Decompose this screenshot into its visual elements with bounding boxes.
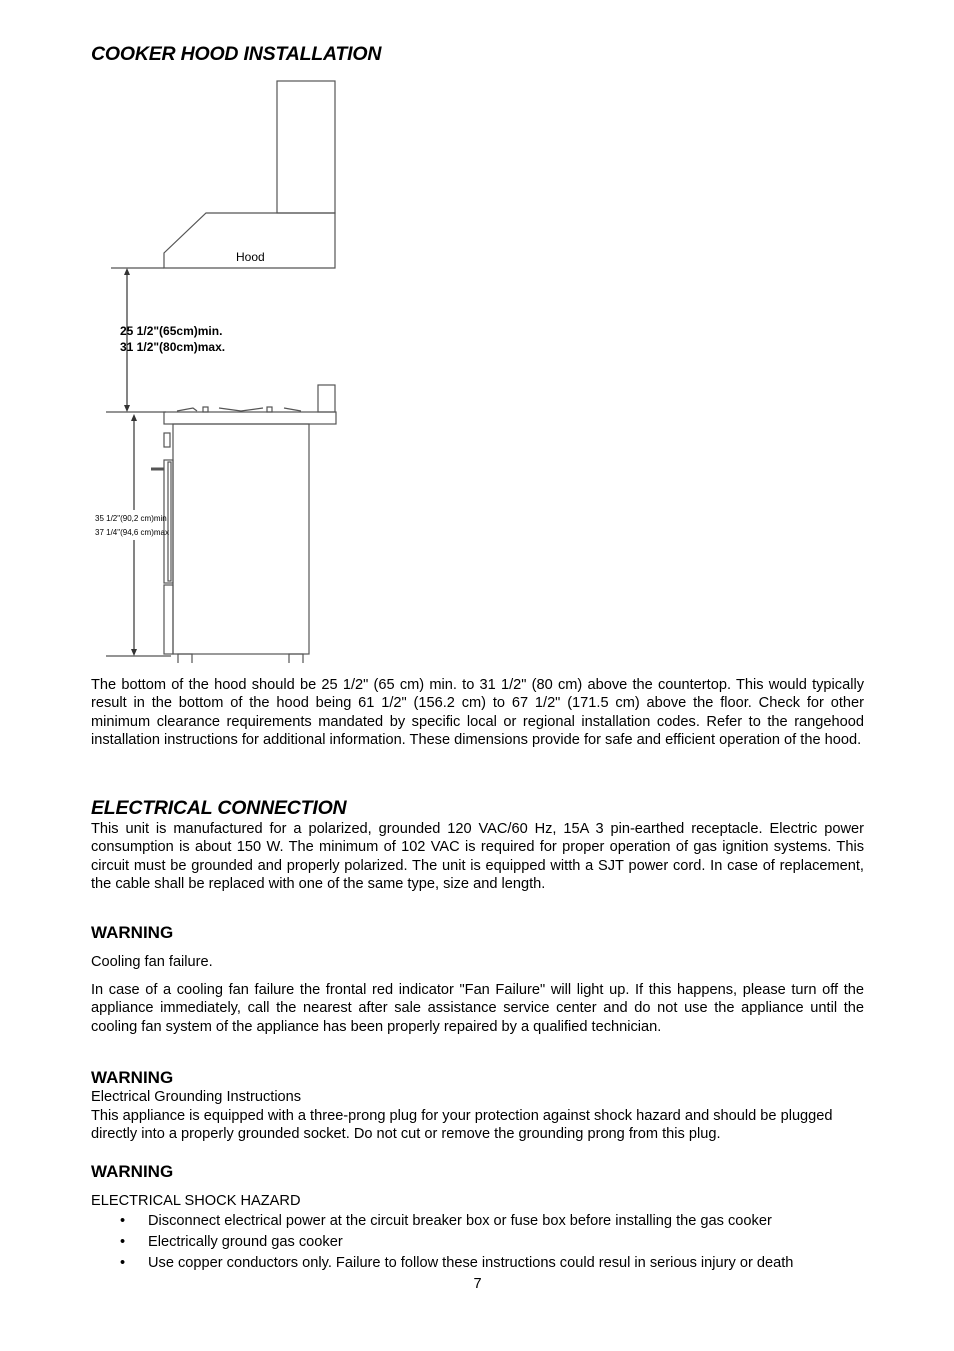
bullet-icon: • (120, 1234, 126, 1250)
clearance-min-label: 25 1/2"(65cm)min. (120, 324, 223, 338)
bullet-icon: • (120, 1213, 126, 1229)
warning-paragraph-grounding: This appliance is equipped with a three-prong plug for your protection against shock hazard and should be plugged directly into a properly grounded socket. Do not cut or remove the grounding prong from this plug. (91, 1108, 833, 1143)
hood-label: Hood (236, 250, 265, 264)
bullet-icon: • (120, 1255, 126, 1271)
list-item: • Use copper conductors only. Failure to follow these instructions could resul in serious injury or death (91, 1253, 864, 1274)
shock-hazard-list (91, 1211, 864, 1274)
list-item: • Disconnect electrical power at the circuit breaker box or fuse box before installing the gas cooker (91, 1211, 864, 1232)
page-number: 7 (473, 1276, 482, 1292)
list-item: • Electrically ground gas cooker (91, 1232, 864, 1253)
cooker-hood-diagram (91, 78, 361, 663)
electrical-paragraph: This unit is manufactured for a polarized, grounded 120 VAC/60 Hz, 15A 3 pin-earthed receptacle. Electric power consumption is about 150 W. The minimum of 102 VAC is required for proper operation of gas ignition systems. This circuit must be grounded and properly polarized. The unit is equipped witth a SJT power cord. In case of replacement, the cable shall be replaced with one of the same type, size and length. (91, 821, 864, 893)
warning-title-fan: WARNING (91, 923, 174, 942)
cooker-height-max-label: 37 1/4"(94,6 cm)max (95, 528, 169, 537)
section-title-electrical: ELECTRICAL CONNECTION (91, 797, 347, 819)
warning-subtitle-shock: ELECTRICAL SHOCK HAZARD (91, 1193, 301, 1209)
warning-paragraph-fan: In case of a cooling fan failure the frontal red indicator "Fan Failure" will light up. If this happens, please turn off the appliance immediately, call the nearest after sale assistance service center and do not use the appliance until the cooling fan system of the appliance has been properly repaired by a qualified technician. (91, 982, 864, 1035)
warning-subtitle-fan: Cooling fan failure. (91, 954, 213, 970)
warning-subtitle-grounding: Electrical Grounding Instructions (91, 1089, 302, 1105)
section-title-hood: COOKER HOOD INSTALLATION (91, 43, 382, 65)
cooker-height-min-label: 35 1/2"(90,2 cm)min (95, 514, 167, 523)
warning-title-grounding: WARNING (91, 1068, 174, 1087)
hood-paragraph: The bottom of the hood should be 25 1/2" (65 cm) min. to 31 1/2" (80 cm) above the countertop. This would typically result in the bottom of the hood being 61 1/2" (156.2 cm) to 67 1/2" (171.5 cm) above the floor. Check for other minimum clearance requirements mandated by specific local or regional installation codes. Refer to the rangehood installation instructions for additional information. These dimensions provide for safe and efficient operation of the hood. (91, 677, 864, 749)
clearance-max-label: 31 1/2"(80cm)max. (120, 340, 226, 354)
warning-title-shock: WARNING (91, 1162, 174, 1181)
